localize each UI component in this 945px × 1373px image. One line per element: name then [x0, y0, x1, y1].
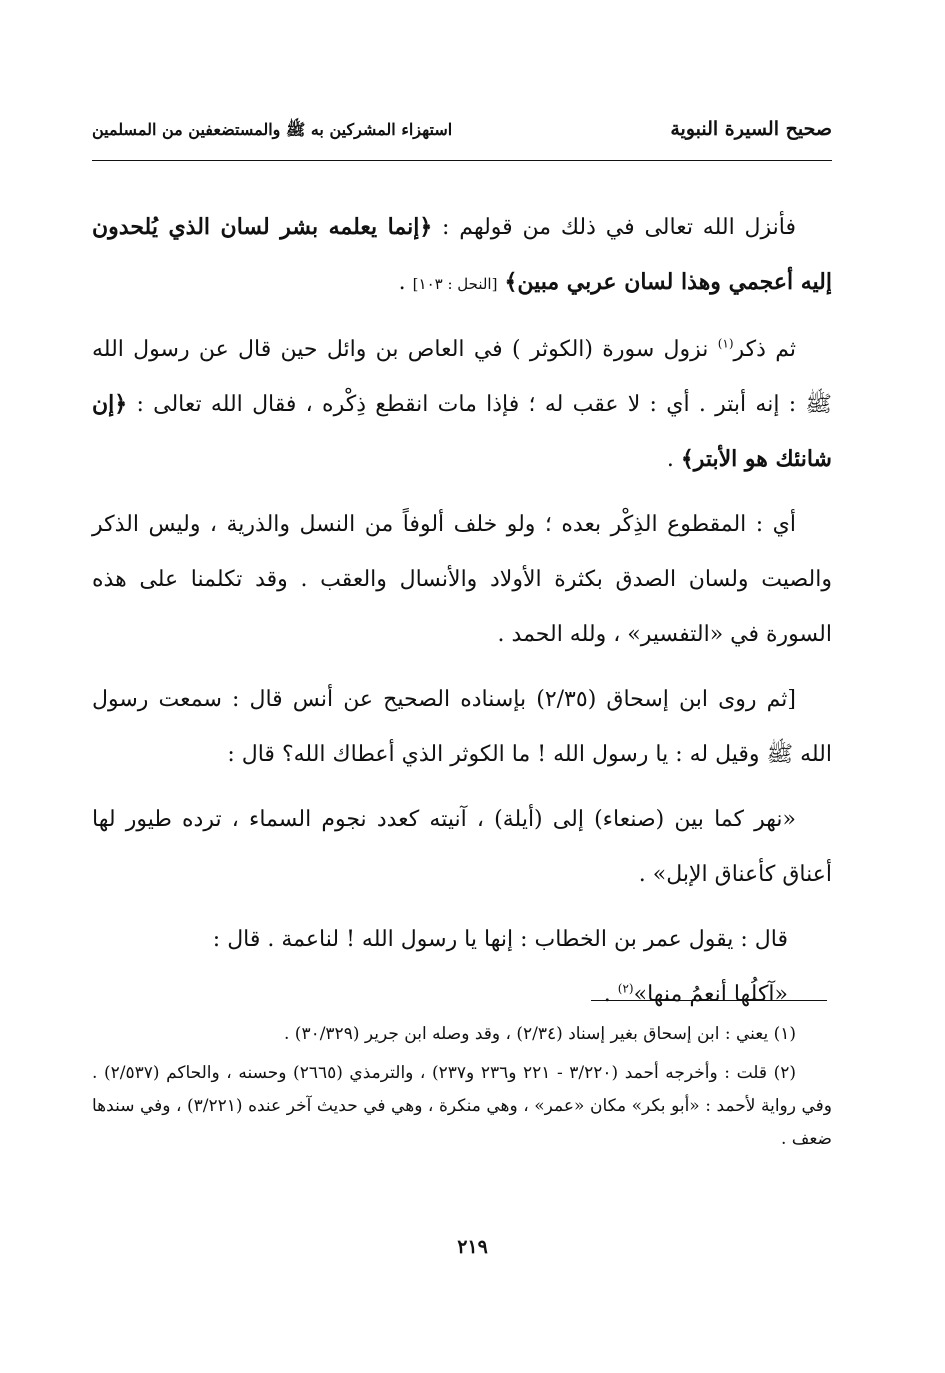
paragraph-1	[92, 200, 832, 312]
paragraph-2	[92, 322, 832, 487]
paragraph-5: «نهر كما بين (صنعاء) إلى (أيلة) ، آنيته كعدد نجوم السماء ، ترده طيور لها أعناق كأعناق الإبل» .	[92, 807, 832, 887]
book-title: صحيح السيرة النبوية	[670, 118, 832, 140]
verse-reference: [النحل : ١٠٣]	[412, 275, 498, 293]
paragraph-6: قال : يقول عمر بن الخطاب : إنها يا رسول الله ! لناعمة . قال :	[212, 927, 788, 952]
footnote-2: (٢) قلت : وأخرجه أحمد (٣/٢٢٠ - ٢٢١ و٢٣٦ و٢٣٧) ، والترمذي (٢٦٦٥) وحسنه ، والحاكم (٢/٥٣٧) . وفي رواية لأحمد : «أبو بكر» مكان «عمر» ، وهي منكرة ، وهي في حديث آخر عنده (٣/٢٢١) ، وفي سندها ضعف .	[92, 1063, 832, 1149]
footnote-divider	[591, 1000, 827, 1001]
quran-verse-1: ﴿إنما يعلمه بشر لسان الذي يُلحدون إليه أعجمي وهذا لسان عربي مبين﴾	[92, 214, 832, 295]
paragraph-4: [ثم روى ابن إسحاق (٢/٣٥) بإسناده الصحيح عن أنس قال : سمعت رسول الله ﷺ وقيل له : يا رسول الله ! ما الكوثر الذي أعطاك الله؟ قال :	[92, 687, 832, 767]
footnote-marker-1[interactable]: (١)	[717, 336, 734, 351]
chapter-title: استهزاء المشركين به ﷺ والمستضعفين من المسلمين	[92, 120, 453, 139]
paragraph-7-text: «آكلُها أنعمُ منها»	[633, 982, 788, 1007]
main-text	[92, 200, 832, 1022]
paragraph-3: أي : المقطوع الذِكْر بعده ؛ ولو خلف ألوفاً من النسل والذرية ، وليس الذكر والصيت ولسان الصدق بكثرة الأولاد والأنسال والعقب . وقد تكلمنا على هذه السورة في «التفسير» ، ولله الحمد .	[92, 512, 832, 647]
paragraph-1-text: فأنزل الله تعالى في ذلك من قولهم :	[432, 215, 796, 240]
paragraph-1-end: .	[398, 270, 413, 295]
footnote-1: (١) يعني : ابن إسحاق بغير إسناد (٢/٣٤) ، وقد وصله ابن جرير (٣٠/٣٢٩) .	[283, 1024, 796, 1044]
quran-verse-2: ﴿إن شانئك هو الأبتر﴾	[92, 391, 832, 472]
paragraph-2-text: نزول سورة (الكوثر ) في العاص بن وائل حين قال عن رسول الله ﷺ : إنه أبتر . أي : لا عقب له ؛ فإذا مات انقطع ذِكْره ، فقال الله تعالى :	[92, 337, 832, 417]
paragraph-7	[92, 967, 832, 1022]
footnote-marker-2[interactable]: (٢)	[617, 981, 634, 996]
paragraph-2-text-start: ثم ذكر	[733, 337, 796, 362]
paragraph-7-end: .	[603, 982, 618, 1007]
header-divider	[92, 160, 832, 161]
footnotes	[92, 1018, 832, 1162]
running-header	[92, 112, 832, 152]
paragraph-2-end: .	[666, 447, 681, 472]
page-number: ٢١٩	[457, 1236, 488, 1258]
